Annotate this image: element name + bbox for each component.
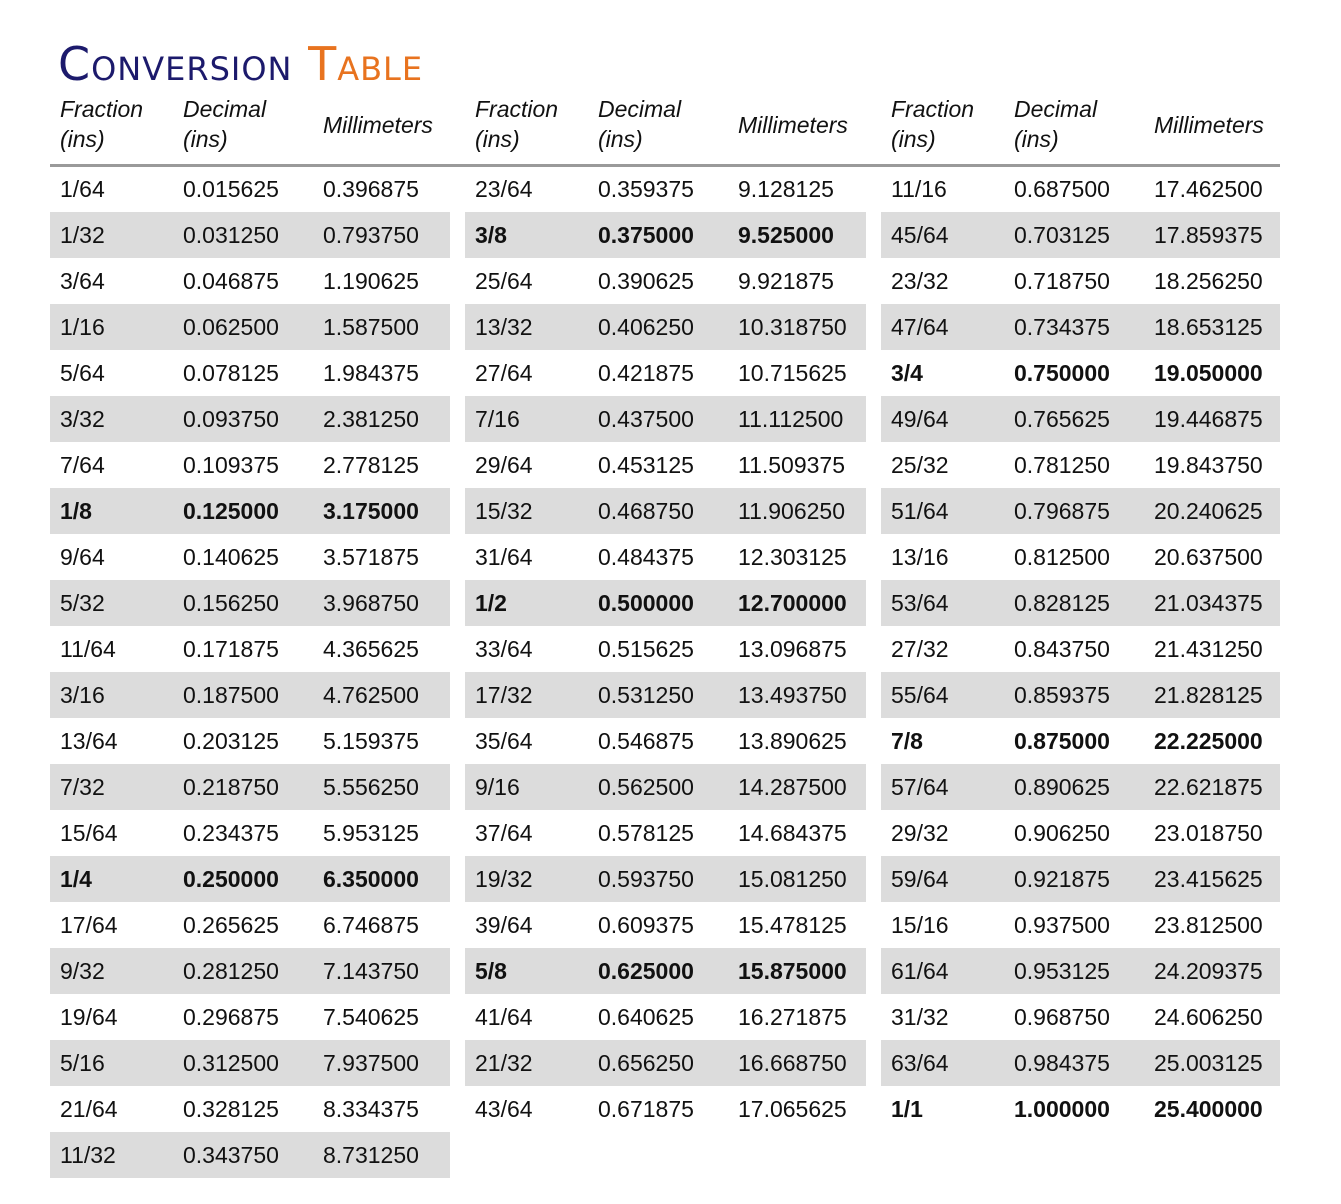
header-decimal-line2: (ins) bbox=[183, 126, 228, 152]
table-row bbox=[881, 672, 1280, 718]
cell-millimeters: 14.684375 bbox=[738, 820, 847, 846]
table-row bbox=[465, 258, 866, 304]
cell-decimal: 0.328125 bbox=[183, 1096, 279, 1122]
title-conversion: Conversion bbox=[58, 37, 293, 91]
cell-decimal: 0.109375 bbox=[183, 452, 279, 478]
table-row bbox=[50, 442, 450, 488]
table-row bbox=[50, 994, 450, 1040]
cell-fraction: 1/16 bbox=[60, 314, 105, 340]
table-row bbox=[465, 580, 866, 626]
table-row bbox=[465, 948, 866, 994]
table-rows bbox=[465, 166, 866, 1132]
table-row bbox=[50, 580, 450, 626]
table-row bbox=[881, 764, 1280, 810]
table-row bbox=[465, 856, 866, 902]
cell-fraction: 53/64 bbox=[891, 590, 949, 616]
header-decimal-line2: (ins) bbox=[1014, 126, 1059, 152]
cell-decimal: 0.765625 bbox=[1014, 406, 1110, 432]
cell-decimal: 0.562500 bbox=[598, 774, 694, 800]
table-row bbox=[465, 534, 866, 580]
cell-millimeters: 17.065625 bbox=[738, 1096, 847, 1122]
cell-fraction: 29/64 bbox=[475, 452, 533, 478]
cell-fraction: 13/16 bbox=[891, 544, 949, 570]
cell-fraction: 55/64 bbox=[891, 682, 949, 708]
table-row bbox=[50, 304, 450, 350]
table-row bbox=[881, 442, 1280, 488]
cell-fraction: 3/16 bbox=[60, 682, 105, 708]
cell-millimeters: 16.271875 bbox=[738, 1004, 847, 1030]
cell-millimeters: 9.921875 bbox=[738, 268, 834, 294]
table-row bbox=[50, 488, 450, 534]
table-row bbox=[881, 902, 1280, 948]
table-row bbox=[881, 948, 1280, 994]
table-row bbox=[881, 580, 1280, 626]
cell-millimeters: 9.128125 bbox=[738, 176, 834, 202]
cell-millimeters: 4.762500 bbox=[323, 682, 419, 708]
header-millimeters: Millimeters bbox=[1154, 112, 1264, 138]
cell-decimal: 0.953125 bbox=[1014, 958, 1110, 984]
cell-decimal: 0.671875 bbox=[598, 1096, 694, 1122]
cell-millimeters: 21.034375 bbox=[1154, 590, 1263, 616]
cell-fraction: 41/64 bbox=[475, 1004, 533, 1030]
cell-decimal: 0.656250 bbox=[598, 1050, 694, 1076]
cell-millimeters: 2.778125 bbox=[323, 452, 419, 478]
header-decimal bbox=[183, 94, 266, 154]
cell-fraction: 47/64 bbox=[891, 314, 949, 340]
title-table: Table bbox=[308, 37, 424, 91]
cell-fraction: 11/32 bbox=[60, 1142, 116, 1168]
cell-fraction: 57/64 bbox=[891, 774, 949, 800]
table-row bbox=[50, 718, 450, 764]
table-row bbox=[50, 212, 450, 258]
cell-fraction: 13/32 bbox=[475, 314, 533, 340]
cell-decimal: 0.296875 bbox=[183, 1004, 279, 1030]
table-row bbox=[881, 994, 1280, 1040]
header-fraction-line2: (ins) bbox=[475, 126, 520, 152]
cell-fraction: 7/64 bbox=[60, 452, 105, 478]
cell-fraction: 7/16 bbox=[475, 406, 520, 432]
cell-decimal: 1.000000 bbox=[1014, 1096, 1110, 1122]
cell-fraction: 17/32 bbox=[475, 682, 533, 708]
cell-millimeters: 5.556250 bbox=[323, 774, 419, 800]
cell-decimal: 0.421875 bbox=[598, 360, 694, 386]
cell-millimeters: 1.190625 bbox=[323, 268, 419, 294]
cell-decimal: 0.921875 bbox=[1014, 866, 1110, 892]
header-fraction bbox=[891, 94, 974, 154]
table-row bbox=[881, 1086, 1280, 1132]
cell-decimal: 0.437500 bbox=[598, 406, 694, 432]
table-row bbox=[465, 350, 866, 396]
cell-fraction: 5/64 bbox=[60, 360, 105, 386]
cell-millimeters: 7.143750 bbox=[323, 958, 419, 984]
header-fraction-line1: Fraction bbox=[60, 96, 144, 122]
cell-millimeters: 13.493750 bbox=[738, 682, 847, 708]
cell-decimal: 0.859375 bbox=[1014, 682, 1110, 708]
cell-decimal: 0.609375 bbox=[598, 912, 694, 938]
table-row bbox=[50, 810, 450, 856]
cell-decimal: 0.796875 bbox=[1014, 498, 1110, 524]
cell-fraction: 5/16 bbox=[60, 1050, 105, 1076]
cell-decimal: 0.312500 bbox=[183, 1050, 279, 1076]
cell-fraction: 31/64 bbox=[475, 544, 533, 570]
cell-fraction: 13/64 bbox=[60, 728, 118, 754]
cell-fraction: 29/32 bbox=[891, 820, 949, 846]
cell-millimeters: 9.525000 bbox=[738, 222, 834, 248]
cell-fraction: 27/64 bbox=[475, 360, 533, 386]
table-row bbox=[50, 534, 450, 580]
cell-millimeters: 19.843750 bbox=[1154, 452, 1263, 478]
table-rows bbox=[881, 166, 1280, 1132]
cell-fraction: 19/32 bbox=[475, 866, 533, 892]
table-row bbox=[881, 212, 1280, 258]
cell-decimal: 0.453125 bbox=[598, 452, 694, 478]
cell-fraction: 1/2 bbox=[475, 590, 507, 616]
cell-fraction: 15/64 bbox=[60, 820, 118, 846]
cell-millimeters: 13.096875 bbox=[738, 636, 847, 662]
table-row bbox=[50, 396, 450, 442]
table-row bbox=[881, 718, 1280, 764]
cell-millimeters: 0.396875 bbox=[323, 176, 419, 202]
cell-fraction: 63/64 bbox=[891, 1050, 949, 1076]
header-fraction-line1: Fraction bbox=[475, 96, 559, 122]
table-row bbox=[881, 304, 1280, 350]
table-rows bbox=[50, 166, 450, 1178]
cell-fraction: 59/64 bbox=[891, 866, 949, 892]
header-fraction-line1: Fraction bbox=[891, 96, 975, 122]
table-row bbox=[881, 810, 1280, 856]
cell-fraction: 61/64 bbox=[891, 958, 949, 984]
cell-fraction: 5/8 bbox=[475, 958, 507, 984]
table-row bbox=[465, 810, 866, 856]
page-title bbox=[58, 36, 423, 92]
cell-decimal: 0.500000 bbox=[598, 590, 694, 616]
cell-decimal: 0.625000 bbox=[598, 958, 694, 984]
table-row bbox=[465, 166, 866, 212]
cell-fraction: 23/64 bbox=[475, 176, 533, 202]
table-row bbox=[465, 672, 866, 718]
table-row bbox=[881, 258, 1280, 304]
cell-decimal: 0.843750 bbox=[1014, 636, 1110, 662]
cell-decimal: 0.890625 bbox=[1014, 774, 1110, 800]
cell-decimal: 0.484375 bbox=[598, 544, 694, 570]
table-row bbox=[50, 350, 450, 396]
cell-millimeters: 8.731250 bbox=[323, 1142, 419, 1168]
cell-fraction: 23/32 bbox=[891, 268, 949, 294]
cell-decimal: 0.781250 bbox=[1014, 452, 1110, 478]
table-row bbox=[50, 1086, 450, 1132]
cell-millimeters: 22.621875 bbox=[1154, 774, 1263, 800]
cell-fraction: 31/32 bbox=[891, 1004, 949, 1030]
table-row bbox=[881, 166, 1280, 212]
header-fraction-line2: (ins) bbox=[60, 126, 105, 152]
cell-decimal: 0.593750 bbox=[598, 866, 694, 892]
cell-fraction: 27/32 bbox=[891, 636, 949, 662]
table-row bbox=[465, 626, 866, 672]
table-row bbox=[50, 166, 450, 212]
cell-millimeters: 3.968750 bbox=[323, 590, 419, 616]
cell-fraction: 25/32 bbox=[891, 452, 949, 478]
table-row bbox=[50, 1132, 450, 1178]
cell-fraction: 11/64 bbox=[60, 636, 116, 662]
cell-millimeters: 0.793750 bbox=[323, 222, 419, 248]
header-decimal-line1: Decimal bbox=[183, 96, 267, 122]
table-row bbox=[465, 488, 866, 534]
cell-millimeters: 23.812500 bbox=[1154, 912, 1263, 938]
cell-millimeters: 11.906250 bbox=[738, 498, 846, 524]
header-fraction-line2: (ins) bbox=[891, 126, 936, 152]
cell-millimeters: 21.828125 bbox=[1154, 682, 1263, 708]
cell-fraction: 7/8 bbox=[891, 728, 923, 754]
cell-decimal: 0.359375 bbox=[598, 176, 694, 202]
header-decimal bbox=[598, 94, 681, 154]
header-fraction bbox=[475, 94, 558, 154]
cell-fraction: 7/32 bbox=[60, 774, 105, 800]
cell-millimeters: 7.540625 bbox=[323, 1004, 419, 1030]
cell-millimeters: 25.003125 bbox=[1154, 1050, 1263, 1076]
cell-decimal: 0.281250 bbox=[183, 958, 279, 984]
header-decimal-line2: (ins) bbox=[598, 126, 643, 152]
cell-fraction: 21/64 bbox=[60, 1096, 118, 1122]
cell-fraction: 3/4 bbox=[891, 360, 923, 386]
cell-fraction: 3/32 bbox=[60, 406, 105, 432]
cell-millimeters: 1.984375 bbox=[323, 360, 419, 386]
header-decimal bbox=[1014, 94, 1097, 154]
table-row bbox=[465, 902, 866, 948]
cell-decimal: 0.015625 bbox=[183, 176, 279, 202]
cell-decimal: 0.640625 bbox=[598, 1004, 694, 1030]
table-row bbox=[50, 672, 450, 718]
cell-millimeters: 8.334375 bbox=[323, 1096, 419, 1122]
cell-fraction: 3/8 bbox=[475, 222, 507, 248]
cell-fraction: 1/4 bbox=[60, 866, 92, 892]
cell-fraction: 11/16 bbox=[891, 176, 947, 202]
cell-millimeters: 6.746875 bbox=[323, 912, 419, 938]
cell-millimeters: 2.381250 bbox=[323, 406, 419, 432]
cell-millimeters: 10.715625 bbox=[738, 360, 847, 386]
cell-millimeters: 15.875000 bbox=[738, 958, 847, 984]
cell-decimal: 0.171875 bbox=[183, 636, 279, 662]
cell-decimal: 0.203125 bbox=[183, 728, 279, 754]
cell-millimeters: 15.478125 bbox=[738, 912, 847, 938]
table-row bbox=[881, 488, 1280, 534]
table-row bbox=[881, 396, 1280, 442]
cell-fraction: 15/32 bbox=[475, 498, 533, 524]
cell-decimal: 0.234375 bbox=[183, 820, 279, 846]
cell-fraction: 1/32 bbox=[60, 222, 105, 248]
table-row bbox=[50, 856, 450, 902]
table-row bbox=[465, 304, 866, 350]
table-row bbox=[50, 948, 450, 994]
cell-decimal: 0.156250 bbox=[183, 590, 279, 616]
table-row bbox=[881, 534, 1280, 580]
cell-millimeters: 18.256250 bbox=[1154, 268, 1263, 294]
cell-decimal: 0.718750 bbox=[1014, 268, 1110, 294]
cell-millimeters: 19.050000 bbox=[1154, 360, 1263, 386]
cell-fraction: 3/64 bbox=[60, 268, 105, 294]
table-row bbox=[465, 994, 866, 1040]
cell-fraction: 49/64 bbox=[891, 406, 949, 432]
table-row bbox=[465, 764, 866, 810]
cell-decimal: 0.687500 bbox=[1014, 176, 1110, 202]
cell-decimal: 0.531250 bbox=[598, 682, 694, 708]
cell-fraction: 19/64 bbox=[60, 1004, 118, 1030]
cell-decimal: 0.187500 bbox=[183, 682, 279, 708]
cell-millimeters: 13.890625 bbox=[738, 728, 847, 754]
cell-fraction: 17/64 bbox=[60, 912, 118, 938]
cell-decimal: 0.734375 bbox=[1014, 314, 1110, 340]
cell-millimeters: 23.018750 bbox=[1154, 820, 1263, 846]
cell-millimeters: 10.318750 bbox=[738, 314, 847, 340]
header-decimal-line1: Decimal bbox=[1014, 96, 1098, 122]
cell-millimeters: 12.700000 bbox=[738, 590, 847, 616]
cell-fraction: 43/64 bbox=[475, 1096, 533, 1122]
cell-decimal: 0.140625 bbox=[183, 544, 279, 570]
cell-millimeters: 3.571875 bbox=[323, 544, 419, 570]
cell-fraction: 35/64 bbox=[475, 728, 533, 754]
cell-decimal: 0.031250 bbox=[183, 222, 279, 248]
cell-millimeters: 12.303125 bbox=[738, 544, 847, 570]
cell-decimal: 0.406250 bbox=[598, 314, 694, 340]
cell-decimal: 0.875000 bbox=[1014, 728, 1110, 754]
cell-fraction: 39/64 bbox=[475, 912, 533, 938]
cell-millimeters: 4.365625 bbox=[323, 636, 419, 662]
table-row bbox=[881, 1040, 1280, 1086]
cell-decimal: 0.578125 bbox=[598, 820, 694, 846]
cell-fraction: 21/32 bbox=[475, 1050, 533, 1076]
cell-millimeters: 15.081250 bbox=[738, 866, 847, 892]
cell-millimeters: 1.587500 bbox=[323, 314, 419, 340]
cell-decimal: 0.343750 bbox=[183, 1142, 279, 1168]
cell-fraction: 1/8 bbox=[60, 498, 92, 524]
cell-decimal: 0.468750 bbox=[598, 498, 694, 524]
cell-decimal: 0.265625 bbox=[183, 912, 279, 938]
cell-millimeters: 14.287500 bbox=[738, 774, 847, 800]
table-row bbox=[881, 856, 1280, 902]
cell-fraction: 15/16 bbox=[891, 912, 949, 938]
cell-fraction: 5/32 bbox=[60, 590, 105, 616]
cell-decimal: 0.750000 bbox=[1014, 360, 1110, 386]
cell-millimeters: 6.350000 bbox=[323, 866, 419, 892]
table-row bbox=[465, 212, 866, 258]
cell-fraction: 1/64 bbox=[60, 176, 105, 202]
cell-decimal: 0.812500 bbox=[1014, 544, 1110, 570]
cell-decimal: 0.703125 bbox=[1014, 222, 1110, 248]
cell-decimal: 0.046875 bbox=[183, 268, 279, 294]
cell-millimeters: 23.415625 bbox=[1154, 866, 1263, 892]
cell-decimal: 0.968750 bbox=[1014, 1004, 1110, 1030]
header-fraction bbox=[60, 94, 143, 154]
cell-decimal: 0.937500 bbox=[1014, 912, 1110, 938]
cell-decimal: 0.125000 bbox=[183, 498, 279, 524]
cell-millimeters: 7.937500 bbox=[323, 1050, 419, 1076]
table-row bbox=[465, 1086, 866, 1132]
cell-fraction: 25/64 bbox=[475, 268, 533, 294]
cell-fraction: 33/64 bbox=[475, 636, 533, 662]
cell-millimeters: 22.225000 bbox=[1154, 728, 1263, 754]
cell-decimal: 0.078125 bbox=[183, 360, 279, 386]
cell-decimal: 0.984375 bbox=[1014, 1050, 1110, 1076]
cell-fraction: 9/32 bbox=[60, 958, 105, 984]
cell-millimeters: 3.175000 bbox=[323, 498, 419, 524]
cell-millimeters: 5.159375 bbox=[323, 728, 419, 754]
cell-millimeters: 20.637500 bbox=[1154, 544, 1263, 570]
cell-millimeters: 19.446875 bbox=[1154, 406, 1263, 432]
table-row bbox=[881, 350, 1280, 396]
cell-millimeters: 16.668750 bbox=[738, 1050, 847, 1076]
cell-millimeters: 17.462500 bbox=[1154, 176, 1263, 202]
table-row bbox=[465, 396, 866, 442]
table-row bbox=[50, 258, 450, 304]
cell-decimal: 0.218750 bbox=[183, 774, 279, 800]
cell-millimeters: 24.606250 bbox=[1154, 1004, 1263, 1030]
cell-millimeters: 17.859375 bbox=[1154, 222, 1263, 248]
cell-fraction: 9/64 bbox=[60, 544, 105, 570]
table-row bbox=[465, 1040, 866, 1086]
cell-millimeters: 25.400000 bbox=[1154, 1096, 1263, 1122]
header-decimal-line1: Decimal bbox=[598, 96, 682, 122]
cell-fraction: 51/64 bbox=[891, 498, 949, 524]
cell-millimeters: 11.112500 bbox=[738, 406, 844, 432]
cell-millimeters: 21.431250 bbox=[1154, 636, 1263, 662]
table-row bbox=[465, 718, 866, 764]
cell-decimal: 0.828125 bbox=[1014, 590, 1110, 616]
cell-millimeters: 24.209375 bbox=[1154, 958, 1263, 984]
cell-millimeters: 5.953125 bbox=[323, 820, 419, 846]
cell-decimal: 0.906250 bbox=[1014, 820, 1110, 846]
cell-millimeters: 11.509375 bbox=[738, 452, 846, 478]
header-millimeters: Millimeters bbox=[738, 112, 848, 138]
cell-fraction: 1/1 bbox=[891, 1096, 923, 1122]
cell-fraction: 45/64 bbox=[891, 222, 949, 248]
table-row bbox=[50, 626, 450, 672]
cell-decimal: 0.390625 bbox=[598, 268, 694, 294]
header-millimeters: Millimeters bbox=[323, 112, 433, 138]
table-row bbox=[465, 442, 866, 488]
cell-decimal: 0.375000 bbox=[598, 222, 694, 248]
cell-decimal: 0.515625 bbox=[598, 636, 694, 662]
cell-decimal: 0.093750 bbox=[183, 406, 279, 432]
table-row bbox=[50, 902, 450, 948]
cell-decimal: 0.250000 bbox=[183, 866, 279, 892]
cell-millimeters: 18.653125 bbox=[1154, 314, 1263, 340]
cell-decimal: 0.546875 bbox=[598, 728, 694, 754]
table-row bbox=[50, 764, 450, 810]
table-row bbox=[50, 1040, 450, 1086]
cell-fraction: 9/16 bbox=[475, 774, 520, 800]
cell-millimeters: 20.240625 bbox=[1154, 498, 1263, 524]
cell-decimal: 0.062500 bbox=[183, 314, 279, 340]
table-row bbox=[881, 626, 1280, 672]
cell-fraction: 37/64 bbox=[475, 820, 533, 846]
